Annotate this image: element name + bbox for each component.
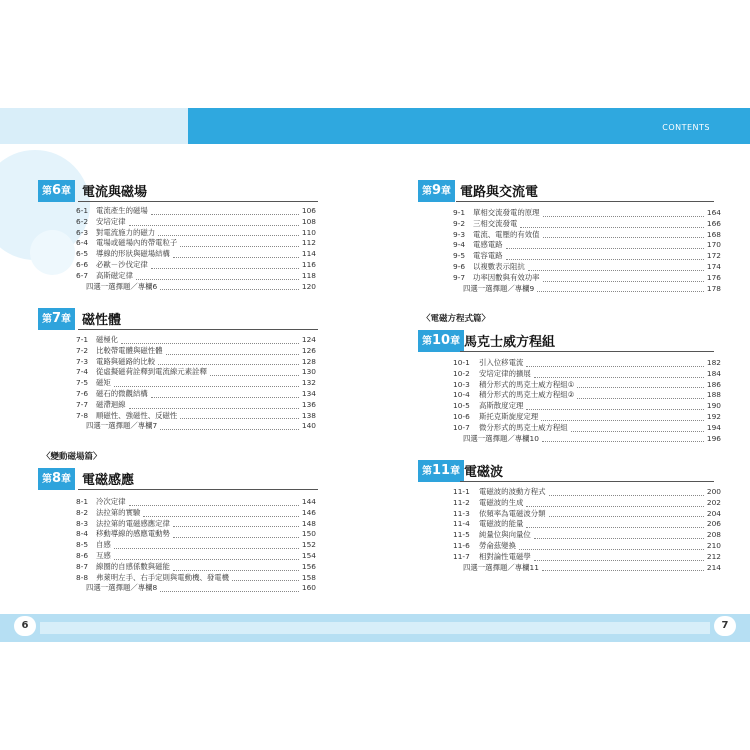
part-label: 〈變動磁場篇〉	[42, 452, 102, 462]
toc-entry[interactable]: 7-7 磁滯迴線 136	[76, 399, 316, 409]
chapter-badge: 第11章	[418, 460, 464, 482]
toc-entry[interactable]: 10-4 積分形式的馬克士威方程組② 188	[453, 390, 721, 400]
chapter-9	[418, 180, 714, 202]
header-band-left	[0, 108, 190, 144]
toc-entry[interactable]: 7-3 電路與磁路的比較 128	[76, 356, 316, 366]
toc-entry[interactable]: 7-2 比較帶電體與磁性體 126	[76, 345, 316, 355]
footer-band-inner	[40, 622, 710, 634]
chapter-divider	[78, 489, 318, 490]
chapter-title: 電流與磁場	[82, 185, 148, 200]
toc-entry[interactable]: 9-4 電感電路 170	[453, 240, 721, 250]
chapter-10-entries	[453, 358, 721, 444]
toc-entry[interactable]: 6-3 對電流施力的磁力 110	[76, 227, 316, 237]
chapter-title: 電磁感應	[82, 473, 135, 488]
toc-entry[interactable]: 10-6 斯托克斯旋度定理 192	[453, 411, 721, 421]
contents-label: CONTENTS	[662, 123, 710, 132]
toc-entry[interactable]: 6-1 電流產生的磁場 106	[76, 206, 316, 215]
toc-entry[interactable]: 8-5 自感 152	[76, 540, 316, 550]
toc-entry[interactable]: 9-7 功率因數與有效功率 176	[453, 272, 721, 282]
chapter-header	[38, 468, 318, 490]
toc-entry[interactable]: 四選一選擇題／專欄10 196	[463, 433, 721, 443]
toc-entry[interactable]: 7-1 磁極化 124	[76, 335, 316, 344]
chapter-header	[38, 180, 318, 202]
toc-entry[interactable]: 四選一選擇題／專欄8 160	[86, 583, 316, 593]
chapter-title: 電磁波	[464, 465, 504, 480]
chapter-badge: 第9章	[418, 180, 455, 202]
toc-entry[interactable]: 10-3 積分形式的馬克士威方程組① 186	[453, 379, 721, 389]
chapter-divider	[78, 201, 318, 202]
toc-entry[interactable]: 8-1 冷次定律 144	[76, 497, 316, 506]
toc-entry[interactable]: 11-3 依頻率為電磁波分類 204	[453, 508, 721, 518]
chapter-header	[38, 308, 318, 330]
toc-entry[interactable]: 四選一選擇題／專欄6 120	[86, 281, 316, 291]
chapter-10	[418, 330, 714, 352]
chapter-title: 電路與交流電	[460, 185, 539, 200]
chapter-header	[418, 460, 714, 482]
chapter-divider	[460, 481, 714, 482]
toc-entry[interactable]: 7-6 磁石的微觀結構 134	[76, 388, 316, 398]
toc-entry[interactable]: 6-2 安培定律 108	[76, 216, 316, 226]
toc-entry[interactable]: 10-5 高斯散度定理 190	[453, 401, 721, 411]
toc-entry[interactable]: 10-7 微分形式的馬克士威方程組 194	[453, 422, 721, 432]
toc-entry[interactable]: 7-5 磁矩 132	[76, 378, 316, 388]
toc-entry[interactable]: 9-1 單相交流發電的原理 164	[453, 208, 721, 217]
chapter-header	[418, 330, 714, 352]
part-label: 〈電磁方程式篇〉	[422, 314, 491, 324]
toc-entry[interactable]: 11-5 純量位與向量位 208	[453, 530, 721, 540]
toc-entry[interactable]: 7-8 順磁性、強磁性、反磁性 138	[76, 410, 316, 420]
toc-entry[interactable]: 9-6 以複數表示阻抗 174	[453, 261, 721, 271]
toc-entry[interactable]: 11-6 勞侖茲變換 210	[453, 540, 721, 550]
toc-entry[interactable]: 7-4 從虛擬磁荷詮釋到電流線元素詮釋 130	[76, 367, 316, 377]
toc-entry[interactable]: 6-5 導線的形狀與磁場結構 114	[76, 249, 316, 259]
chapter-badge: 第10章	[418, 330, 464, 352]
toc-entry[interactable]: 9-2 三相交流發電 166	[453, 218, 721, 228]
toc-entry[interactable]: 10-1 引入位移電流 182	[453, 358, 721, 367]
toc-entry[interactable]: 8-3 法拉第的電磁感應定律 148	[76, 518, 316, 528]
toc-entry[interactable]: 9-5 電容電路 172	[453, 251, 721, 261]
toc-entry[interactable]: 8-6 互感 154	[76, 550, 316, 560]
chapter-badge: 第6章	[38, 180, 75, 202]
chapter-7	[38, 308, 318, 330]
toc-entry[interactable]: 9-3 電流、電壓的有效值 168	[453, 229, 721, 239]
right-page-number: 7	[714, 616, 736, 636]
chapter-11	[418, 460, 714, 482]
toc-entry[interactable]: 四選一選擇題／專欄9 178	[463, 283, 721, 293]
chapter-divider	[78, 329, 318, 330]
toc-entry[interactable]: 四選一選擇題／專欄11 214	[463, 562, 721, 572]
chapter-8	[38, 468, 318, 490]
toc-entry[interactable]: 四選一選擇題／專欄7 140	[86, 421, 316, 431]
chapter-title: 馬克士威方程組	[464, 335, 556, 350]
toc-entry[interactable]: 8-8 弗萊明左手、右手定則與電動機、發電機 158	[76, 572, 316, 582]
toc-entry[interactable]: 8-4 移動導線的感應電動勢 150	[76, 529, 316, 539]
toc-entry[interactable]: 8-7 線圈的自感係數與磁能 156	[76, 561, 316, 571]
toc-entry[interactable]: 10-2 安培定律的擴展 184	[453, 368, 721, 378]
toc-entry[interactable]: 6-4 電場或磁場內的帶電粒子 112	[76, 238, 316, 248]
toc-entry[interactable]: 11-1 電磁波的波動方程式 200	[453, 487, 721, 496]
chapter-8-entries	[76, 497, 316, 594]
chapter-6-entries	[76, 206, 316, 292]
chapter-7-entries	[76, 335, 316, 432]
chapter-9-entries	[453, 208, 721, 294]
chapter-divider	[456, 201, 714, 202]
toc-entry[interactable]: 6-7 高斯磁定律 118	[76, 270, 316, 280]
chapter-title: 磁性體	[82, 313, 122, 328]
toc-entry[interactable]: 8-2 法拉第的實驗 146	[76, 507, 316, 517]
toc-entry[interactable]: 11-2 電磁波的生成 202	[453, 497, 721, 507]
chapter-header	[418, 180, 714, 202]
chapter-6	[38, 180, 318, 202]
left-page-number: 6	[14, 616, 36, 636]
toc-entry[interactable]: 11-4 電磁波的能量 206	[453, 519, 721, 529]
chapter-11-entries	[453, 487, 721, 573]
toc-entry[interactable]: 6-6 必歐－沙伐定律 116	[76, 259, 316, 269]
chapter-divider	[460, 351, 714, 352]
chapter-badge: 第7章	[38, 308, 75, 330]
toc-entry[interactable]: 11-7 相對論性電磁學 212	[453, 551, 721, 561]
gear-decoration-icon	[30, 230, 75, 275]
chapter-badge: 第8章	[38, 468, 75, 490]
